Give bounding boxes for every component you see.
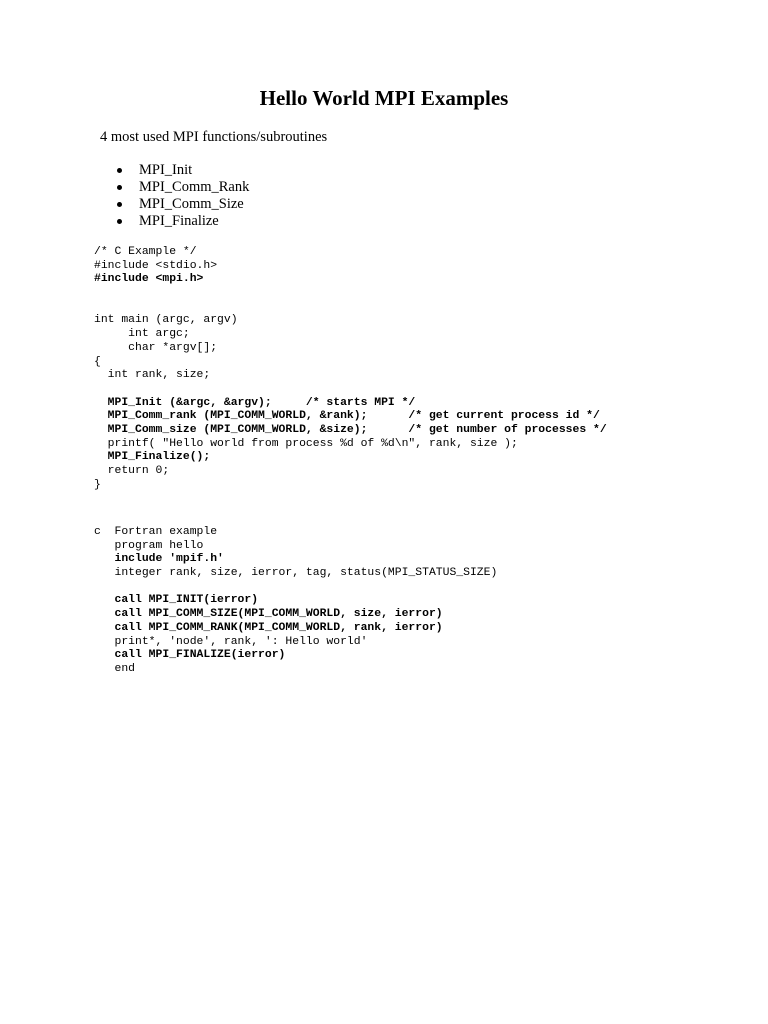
code-line: MPI_Comm_size (MPI_COMM_WORLD, &size); /* get number of processes */ xyxy=(94,423,607,436)
fortran-example-code xyxy=(94,526,497,677)
code-line: program hello xyxy=(94,539,204,552)
code-line: print*, 'node', rank, ': Hello world' xyxy=(94,635,368,648)
list-item xyxy=(117,196,249,213)
function-name: MPI_Comm_Size xyxy=(139,196,244,212)
bullet-icon xyxy=(117,219,122,224)
code-line: char *argv[]; xyxy=(94,341,218,354)
list-item xyxy=(117,162,249,179)
code-line: call MPI_INIT(ierror) xyxy=(94,594,259,607)
code-line: printf( "Hello world from process %d of %d\n", rank, size ); xyxy=(94,437,518,450)
code-line: int argc; xyxy=(94,328,190,341)
list-item xyxy=(117,213,249,230)
code-line: return 0; xyxy=(94,465,170,477)
code-line: include 'mpif.h' xyxy=(94,553,224,566)
code-line: c Fortran example xyxy=(94,526,218,538)
code-line xyxy=(94,581,497,595)
code-line: #include <mpi.h> xyxy=(94,273,204,286)
code-line: int rank, size; xyxy=(94,369,211,382)
code-line xyxy=(94,383,607,397)
list-item xyxy=(117,179,249,196)
code-line: call MPI_COMM_SIZE(MPI_COMM_WORLD, size, ierror) xyxy=(94,608,443,621)
code-line xyxy=(94,287,607,301)
function-name: MPI_Comm_Rank xyxy=(139,179,250,195)
bullet-icon xyxy=(117,202,122,207)
code-line: call MPI_FINALIZE(ierror) xyxy=(94,649,286,662)
code-line: MPI_Comm_rank (MPI_COMM_WORLD, &rank); /* get current process id */ xyxy=(94,410,600,423)
bullet-icon xyxy=(117,185,122,190)
function-list xyxy=(117,162,249,230)
c-example-code xyxy=(94,246,607,492)
code-line: MPI_Finalize(); xyxy=(94,451,211,464)
code-line xyxy=(94,301,607,315)
code-line: #include <stdio.h> xyxy=(94,259,218,272)
code-line: int main (argc, argv) xyxy=(94,314,238,327)
function-name: MPI_Init xyxy=(139,162,193,178)
code-line: /* C Example */ xyxy=(94,246,197,258)
function-name: MPI_Finalize xyxy=(139,213,219,229)
code-line: call MPI_COMM_RANK(MPI_COMM_WORLD, rank, ierror) xyxy=(94,621,443,634)
code-line: MPI_Init (&argc, &argv); /* starts MPI */ xyxy=(94,396,416,409)
code-line: { xyxy=(94,355,101,368)
intro-text: 4 most used MPI functions/subroutines xyxy=(100,129,328,145)
code-line: end xyxy=(94,662,136,675)
code-line: } xyxy=(94,478,101,491)
code-line: integer rank, size, ierror, tag, status(MPI_STATUS_SIZE) xyxy=(94,567,498,580)
page-title: Hello World MPI Examples xyxy=(259,86,509,110)
bullet-icon xyxy=(117,168,122,173)
